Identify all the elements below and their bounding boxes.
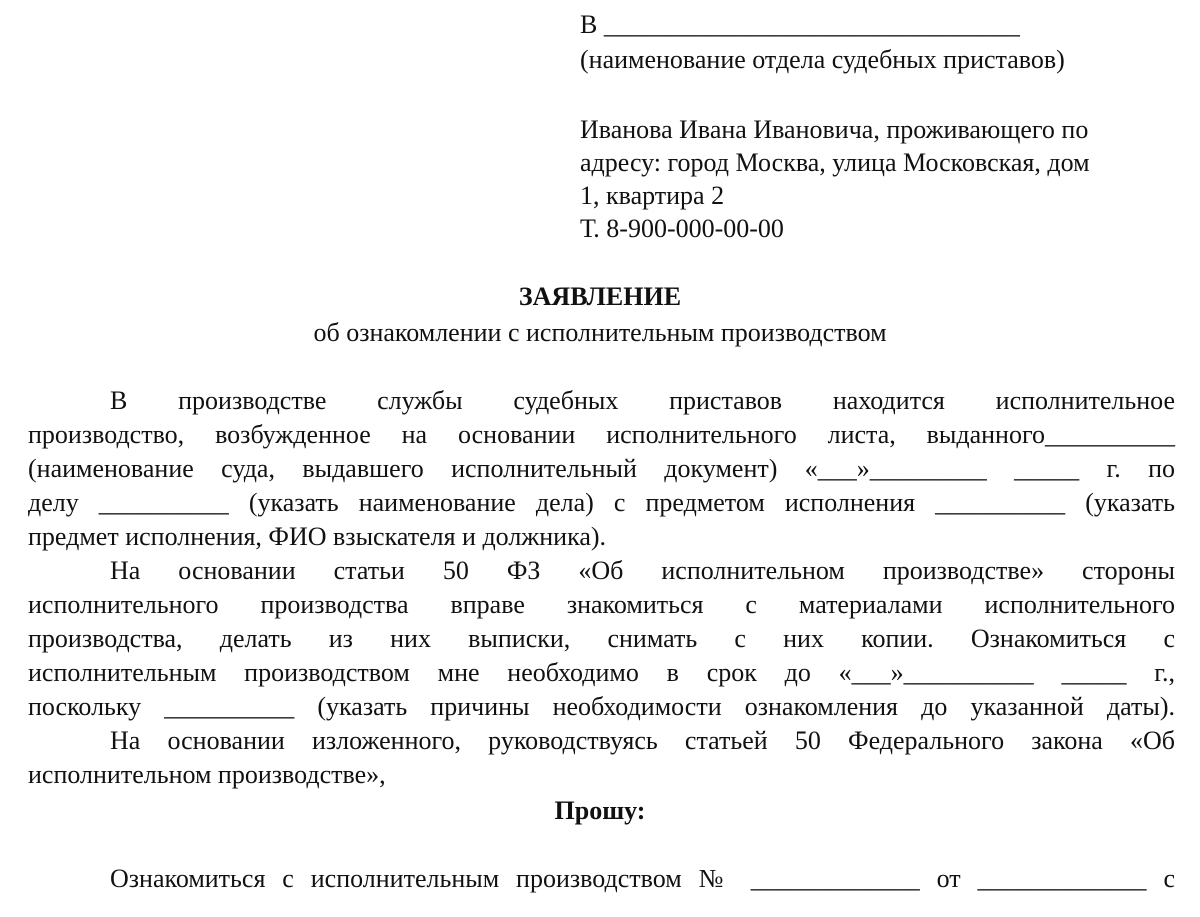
body-line-1: В производстве службы судебных приставов находится исполнительное bbox=[110, 386, 1175, 415]
applicant-phone: Т. 8-900-000-00-00 bbox=[580, 214, 784, 243]
document-subtitle: об ознакомлении с исполнительным производством bbox=[313, 318, 887, 347]
body-line-11: На основании изложенного, руководствуясь статьей 50 Федерального закона «Об bbox=[110, 726, 1175, 755]
body-line-12: исполнительном производстве», bbox=[28, 760, 386, 789]
addressee-caption: (наименование отдела судебных приставов) bbox=[580, 45, 1065, 74]
body-line-3: (наименование суда, выдавшего исполнительный документ) «___»_________ _____ г. по bbox=[28, 454, 1175, 483]
request-line: Ознакомиться с исполнительным производством № _____________ от _____________ с bbox=[110, 864, 1175, 893]
body-line-8: производства, делать из них выписки, снимать с них копии. Ознакомиться с bbox=[28, 624, 1175, 653]
body-line-7: исполнительного производства вправе знакомиться с материалами исполнительного bbox=[28, 590, 1175, 619]
body-line-10: поскольку __________ (указать причины необходимости ознакомления до указанной даты). bbox=[28, 692, 1175, 721]
addressee-line: В ________________________________ bbox=[580, 10, 1020, 39]
body-line-4: делу __________ (указать наименование дела) с предметом исполнения __________ (указать bbox=[28, 488, 1175, 517]
document-title: ЗАЯВЛЕНИЕ bbox=[518, 282, 682, 311]
body-line-9: исполнительным производством мне необходимо в срок до «___»__________ _____ г., bbox=[28, 658, 1175, 687]
applicant-line-1: Иванова Ивана Ивановича, проживающего по bbox=[580, 115, 1089, 144]
body-line-2: производство, возбужденное на основании исполнительного листа, выданного__________ bbox=[28, 420, 1175, 449]
request-heading: Прошу: bbox=[554, 796, 646, 825]
applicant-line-2: адресу: город Москва, улица Московская, дом bbox=[580, 148, 1090, 177]
applicant-line-3: 1, квартира 2 bbox=[580, 181, 725, 210]
body-line-5: предмет исполнения, ФИО взыскателя и должника). bbox=[28, 522, 607, 551]
body-line-6: На основании статьи 50 ФЗ «Об исполнительном производстве» стороны bbox=[110, 556, 1175, 585]
